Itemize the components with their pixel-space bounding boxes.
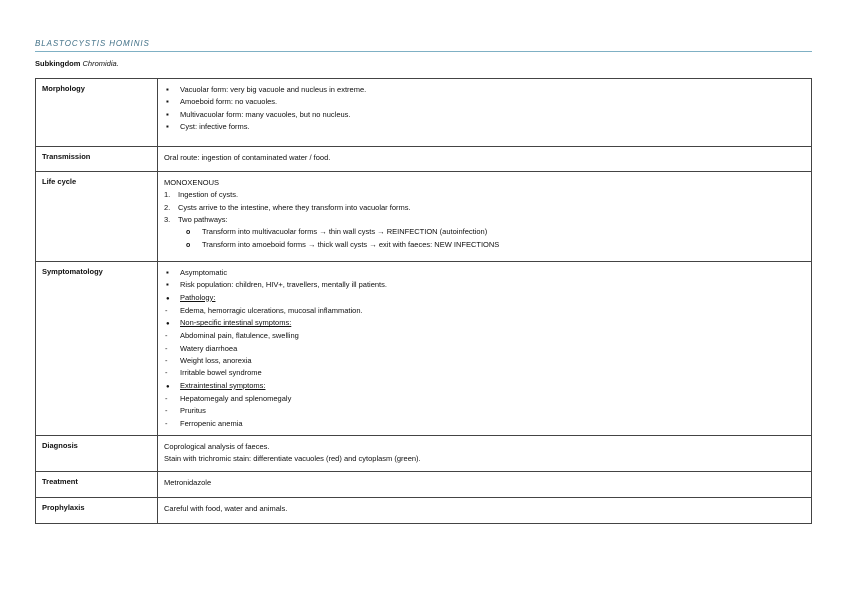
dash-bullet-icon	[164, 418, 180, 430]
dash-bullet-icon	[164, 405, 180, 417]
round-bullet-icon	[164, 380, 180, 393]
list-item: ▪ Cyst: infective forms.	[164, 121, 805, 133]
row-content: Oral route: ingestion of contaminated water / food.	[164, 153, 331, 162]
row-life-cycle	[36, 171, 811, 261]
list-item: ▪ Risk population: children, HIV+, travellers, mentally ill patients.	[164, 279, 805, 291]
text-line: Coprological analysis of faeces.	[164, 442, 270, 451]
row-label: Transmission	[36, 147, 158, 171]
title-divider	[35, 51, 812, 52]
row-diagnosis	[36, 435, 811, 471]
row-morphology	[36, 79, 811, 146]
page-title: BLASTOCYSTIS HOMINIS	[35, 39, 150, 48]
row-treatment	[36, 471, 811, 497]
round-bullet-icon	[164, 292, 180, 305]
row-content	[158, 436, 811, 471]
row-label: Symptomatology	[36, 262, 158, 435]
dash-bullet-icon	[164, 367, 180, 379]
life-cycle-heading: MONOXENOUS	[164, 178, 220, 187]
list-item: 2. Cysts arrive to the intestine, where they transform into vacuolar forms.	[164, 202, 411, 212]
row-label: Treatment	[36, 472, 158, 497]
row-transmission	[36, 146, 811, 171]
list-item: - Edema, hemorragic ulcerations, mucosal inflammation.	[164, 305, 805, 317]
subkingdom-value: Chromidia.	[82, 59, 119, 68]
list-item: ▪ Vacuolar form: very big vacuole and nucleus in extreme.	[164, 84, 805, 96]
list-item: ▪ Asymptomatic	[164, 267, 805, 279]
round-bullet-icon	[164, 317, 180, 330]
subkingdom-label: Subkingdom	[35, 59, 81, 68]
list-item: ▪ Amoeboid form: no vacuoles.	[164, 96, 805, 108]
list-item: o Transform into amoeboid forms → thick wall cysts → exit with faeces: NEW INFECTIONS	[164, 239, 805, 252]
row-content	[158, 262, 811, 435]
subkingdom-line	[35, 59, 119, 68]
list-item: - Weight loss, anorexia	[164, 355, 805, 367]
square-bullet-icon	[164, 109, 180, 121]
list-item: - Watery diarrhoea	[164, 343, 805, 355]
row-label: Life cycle	[36, 172, 158, 261]
square-bullet-icon	[164, 96, 180, 108]
list-item: - Pruritus	[164, 405, 805, 417]
dash-bullet-icon	[164, 393, 180, 405]
list-item: - Abdominal pain, flatulence, swelling	[164, 330, 805, 342]
square-bullet-icon	[164, 279, 180, 291]
info-table	[35, 78, 812, 524]
row-label: Prophylaxis	[36, 498, 158, 523]
text-line: Stain with trichromic stain: differentiate vacuoles (red) and cytoplasm (green).	[164, 454, 421, 464]
row-content	[158, 79, 811, 146]
row-content: Metronidazole	[164, 478, 212, 487]
row-content: Careful with food, water and animals.	[164, 504, 288, 513]
section-heading: ● Extraintestinal symptoms:	[164, 380, 805, 393]
list-item: - Irritable bowel syndrome	[164, 367, 805, 379]
row-content	[158, 172, 811, 261]
list-item: o Transform into multivacuolar forms → thin wall cysts → REINFECTION (autoinfection)	[164, 226, 805, 239]
row-prophylaxis	[36, 497, 811, 523]
row-label: Morphology	[36, 79, 158, 146]
square-bullet-icon	[164, 121, 180, 133]
circle-bullet-icon	[186, 226, 202, 239]
list-item: 3. Two pathways:	[164, 214, 228, 224]
list-item: - Hepatomegaly and splenomegaly	[164, 393, 805, 405]
square-bullet-icon	[164, 84, 180, 96]
list-item: 1. Ingestion of cysts.	[164, 190, 239, 200]
dash-bullet-icon	[164, 343, 180, 355]
list-item: ▪ Multivacuolar form: many vacuoles, but no nucleus.	[164, 109, 805, 121]
dash-bullet-icon	[164, 305, 180, 317]
circle-bullet-icon	[186, 239, 202, 252]
section-heading: ● Non-specific intestinal symptoms:	[164, 317, 805, 330]
list-item: - Ferropenic anemia	[164, 418, 805, 430]
square-bullet-icon	[164, 267, 180, 279]
dash-bullet-icon	[164, 355, 180, 367]
row-symptomatology	[36, 261, 811, 435]
dash-bullet-icon	[164, 330, 180, 342]
row-label: Diagnosis	[36, 436, 158, 471]
section-heading: ● Pathology:	[164, 292, 805, 305]
